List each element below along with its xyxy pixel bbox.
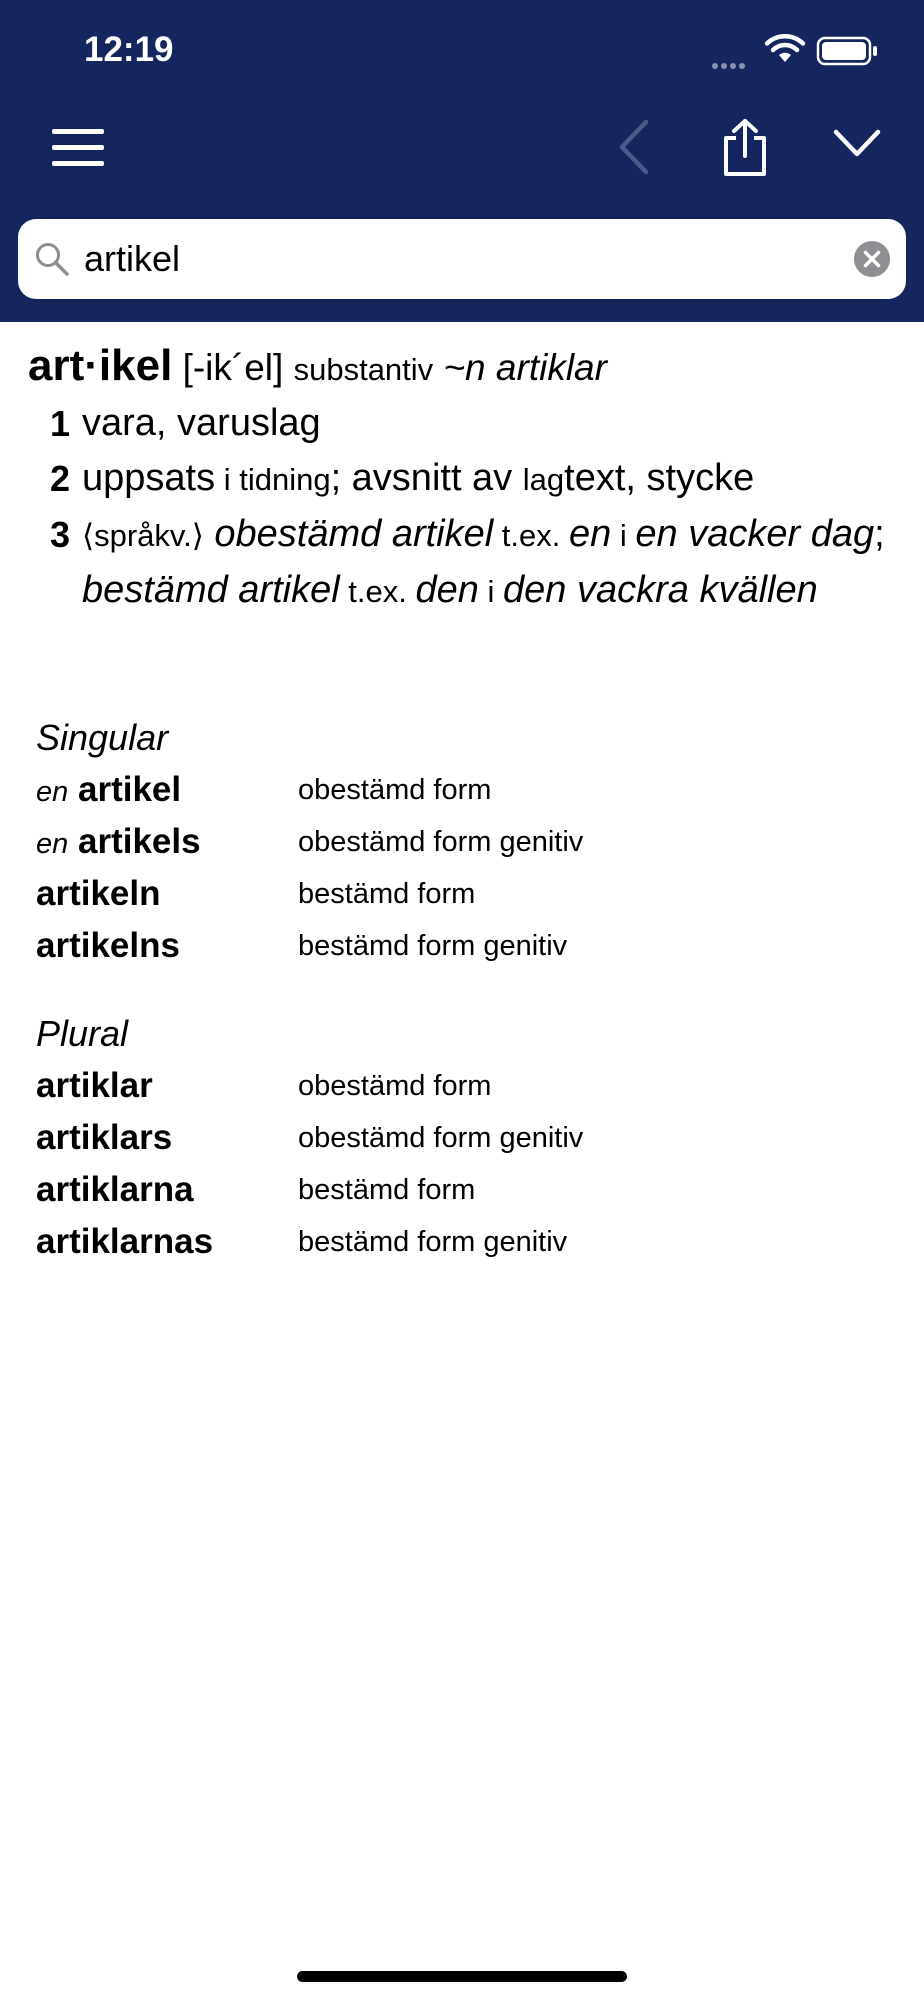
pronunciation: [-ik´el] bbox=[182, 347, 284, 388]
table-row bbox=[36, 1112, 896, 1164]
example: den vackra kvällen bbox=[503, 569, 818, 611]
sense-text: text, stycke bbox=[564, 457, 755, 499]
share-button[interactable] bbox=[720, 118, 770, 178]
chevron-down-icon bbox=[832, 126, 882, 162]
form-description: obestämd form genitiv bbox=[298, 1122, 584, 1154]
sense-usage: lag bbox=[522, 462, 565, 497]
search-icon bbox=[34, 241, 70, 277]
sense-usage: i tidning bbox=[215, 462, 331, 497]
form-description: bestämd form bbox=[298, 878, 476, 910]
entry-headline bbox=[28, 340, 898, 396]
sense-text: vara, varuslag bbox=[82, 402, 321, 444]
example: den bbox=[415, 569, 479, 611]
inflected-form: artikelns bbox=[36, 926, 180, 965]
part-of-speech: substantiv bbox=[293, 352, 434, 387]
home-indicator bbox=[297, 1971, 627, 1982]
sense-usage: i bbox=[478, 574, 504, 609]
form-description: bestämd form genitiv bbox=[298, 930, 568, 962]
sense-number: 3 bbox=[50, 514, 71, 555]
inflected-form: artiklarnas bbox=[36, 1222, 214, 1261]
headword: art·ikel bbox=[28, 341, 173, 390]
sense-text: uppsats bbox=[82, 457, 216, 499]
example: en bbox=[569, 513, 612, 555]
hamburger-icon bbox=[50, 128, 106, 168]
singular-heading: Singular bbox=[36, 717, 169, 758]
form-description: obestämd form genitiv bbox=[298, 826, 584, 858]
sense-term: bestämd artikel bbox=[82, 569, 340, 611]
example: en vacker dag bbox=[635, 513, 875, 555]
wifi-icon bbox=[764, 34, 806, 64]
inflected-form: artikeln bbox=[36, 874, 161, 913]
form-description: obestämd form bbox=[298, 774, 492, 806]
article: en bbox=[36, 828, 69, 860]
inflected-form: en artikel bbox=[36, 770, 182, 809]
sense-2 bbox=[28, 451, 898, 507]
plural-heading: Plural bbox=[36, 1013, 129, 1054]
sense-text: ; avsnitt av bbox=[330, 457, 523, 499]
plural-table bbox=[36, 1008, 896, 1268]
table-row bbox=[36, 1164, 896, 1216]
table-row bbox=[36, 764, 896, 816]
search-input[interactable] bbox=[84, 231, 844, 287]
form-description: bestämd form genitiv bbox=[298, 1226, 568, 1258]
table-row bbox=[36, 920, 896, 972]
signal-icon bbox=[712, 56, 748, 74]
singular-table bbox=[36, 712, 896, 972]
share-icon bbox=[720, 118, 770, 178]
sense-number: 2 bbox=[50, 458, 71, 499]
table-row bbox=[36, 868, 896, 920]
sense-3 bbox=[28, 507, 898, 619]
chevron-left-icon bbox=[616, 118, 652, 176]
sense-number: 1 bbox=[50, 403, 71, 444]
inflected-form: artiklars bbox=[36, 1118, 173, 1157]
plural-form: ~n artiklar bbox=[443, 347, 607, 388]
sense-1 bbox=[28, 396, 898, 451]
clear-search-button[interactable] bbox=[854, 241, 890, 277]
table-row bbox=[36, 1060, 896, 1112]
article: en bbox=[36, 776, 69, 808]
collapse-button[interactable] bbox=[832, 126, 882, 162]
sense-usage: t.ex. bbox=[339, 574, 416, 609]
search-bar bbox=[18, 219, 906, 299]
status-time: 12:19 bbox=[84, 30, 174, 69]
inflected-form: en artikels bbox=[36, 822, 201, 861]
table-row bbox=[36, 816, 896, 868]
domain-label: ⟨språkv.⟩ bbox=[82, 518, 204, 553]
dictionary-entry bbox=[28, 340, 898, 619]
menu-button[interactable] bbox=[50, 128, 106, 168]
back-button[interactable] bbox=[616, 118, 652, 176]
inflected-form: artiklar bbox=[36, 1066, 153, 1105]
form-description: obestämd form bbox=[298, 1070, 492, 1102]
sense-usage: i bbox=[611, 518, 636, 553]
inflected-form: artiklarna bbox=[36, 1170, 194, 1209]
sense-term: obestämd artikel bbox=[214, 513, 494, 555]
form-description: bestämd form bbox=[298, 1174, 476, 1206]
table-row bbox=[36, 1216, 896, 1268]
top-bar bbox=[0, 0, 924, 322]
sense-text: ; bbox=[874, 513, 885, 555]
sense-usage: t.ex. bbox=[493, 518, 569, 553]
battery-icon bbox=[816, 36, 880, 66]
